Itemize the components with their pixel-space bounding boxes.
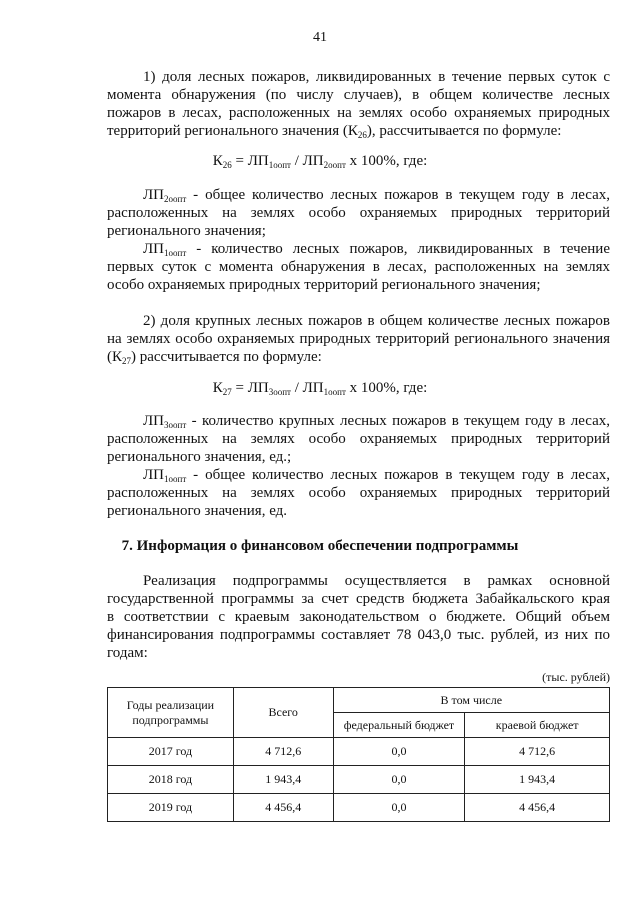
text-line: первых суток с момента обнаружения в лесах, расположенных на землях bbox=[107, 259, 610, 275]
cell-regional: 4 456,4 bbox=[465, 794, 610, 822]
text-line: $(К_{27})$ рассчитывается по формуле: bbox=[107, 349, 322, 366]
header-total: Всего bbox=[233, 688, 333, 738]
text-line: 2) доля крупных лесных пожаров в общем количестве лесных пожаров bbox=[143, 313, 610, 329]
header-regional: краевой бюджет bbox=[465, 713, 610, 738]
cell-total: 4 712,6 bbox=[233, 738, 333, 766]
text-line: момента обнаружения (по числу случаев), в общем количестве лесных bbox=[107, 87, 610, 103]
text-line: расположенных на землях особо охраняемых природных территорий bbox=[107, 431, 610, 447]
table-row bbox=[108, 794, 610, 822]
table-unit-note: (тыс. рублей) bbox=[542, 670, 610, 684]
cell-total: 4 456,4 bbox=[233, 794, 333, 822]
finance-paragraph bbox=[107, 572, 610, 662]
definition-lp1oopt bbox=[107, 240, 610, 294]
item-2-paragraph bbox=[107, 312, 610, 366]
header-years: Годы реализации подпрограммы bbox=[108, 688, 234, 738]
cell-total: 1 943,4 bbox=[233, 766, 333, 794]
text-line: $ЛП_{1оопт}$ - количество лесных пожаров, ликвидированных в течение bbox=[143, 241, 610, 258]
table-row bbox=[108, 738, 610, 766]
definition-lp3oopt bbox=[107, 412, 610, 466]
text-line: регионального значения; bbox=[107, 223, 266, 239]
text-line: государственной программы за счет средств бюджета Забайкальского края bbox=[107, 591, 610, 607]
text-line: Реализация подпрограммы осуществляется в рамках основной bbox=[143, 573, 610, 589]
text-line: $ЛП_{3оопт}$ - количество крупных лесных пожаров в текущем году в лесах, bbox=[143, 413, 610, 430]
cell-year: 2018 год bbox=[108, 766, 234, 794]
finance-table bbox=[107, 687, 610, 822]
page-number: 41 bbox=[313, 30, 327, 45]
cell-year: 2017 год bbox=[108, 738, 234, 766]
text-line: финансирования подпрограммы составляет 78 043,0 тыс. рублей, из них по bbox=[107, 627, 610, 643]
table-header-row bbox=[108, 688, 610, 713]
section-heading: 7. Информация о финансовом обеспечении подпрограммы bbox=[121, 538, 519, 554]
text-line: $ЛП_{1оопт}$ - общее количество лесных пожаров в текущем году в лесах, bbox=[143, 467, 610, 484]
text-line: расположенных на землях особо охраняемых природных территорий bbox=[107, 485, 610, 501]
text-line: годам: bbox=[107, 645, 148, 661]
text-line: регионального значения, ед. bbox=[107, 503, 288, 519]
text-line: пожаров в лесах, расположенных на землях особо охраняемых природных bbox=[107, 105, 610, 121]
table-row bbox=[108, 766, 610, 794]
formula-k26: $К_{26} = ЛП_{1оопт} / ЛП_{2оопт}$ х 100%, где: bbox=[212, 153, 428, 170]
text-line: регионального значения, ед.; bbox=[107, 449, 292, 465]
text-line: территорий регионального значения $(К_{26})$, рассчитывается по формуле: bbox=[107, 123, 562, 140]
text-line: на землях особо охраняемых природных территорий регионального значения bbox=[107, 331, 610, 347]
text-line: расположенных на землях особо охраняемых природных территорий bbox=[107, 205, 610, 221]
text-line: в соответствии с краевым законодательством о бюджете. Общий объем bbox=[107, 609, 610, 625]
cell-federal: 0,0 bbox=[333, 766, 465, 794]
text-line: особо охраняемых природных территорий регионального значения; bbox=[107, 277, 541, 293]
cell-federal: 0,0 bbox=[333, 794, 465, 822]
text-line: 1) доля лесных пожаров, ликвидированных в течение первых суток с bbox=[143, 69, 610, 85]
header-federal: федеральный бюджет bbox=[333, 713, 465, 738]
cell-regional: 1 943,4 bbox=[465, 766, 610, 794]
header-including: В том числе bbox=[333, 688, 609, 713]
cell-regional: 4 712,6 bbox=[465, 738, 610, 766]
definition-lp2oopt bbox=[107, 186, 610, 240]
item-1-paragraph bbox=[107, 68, 610, 140]
cell-federal: 0,0 bbox=[333, 738, 465, 766]
definition-lp1oopt-2 bbox=[107, 466, 610, 520]
cell-year: 2019 год bbox=[108, 794, 234, 822]
text-line: $ЛП_{2оопт}$ - общее количество лесных пожаров в текущем году в лесах, bbox=[143, 187, 610, 204]
formula-k27: $К_{27} = ЛП_{3оопт} / ЛП_{1оопт}$ х 100%, где: bbox=[212, 380, 428, 397]
